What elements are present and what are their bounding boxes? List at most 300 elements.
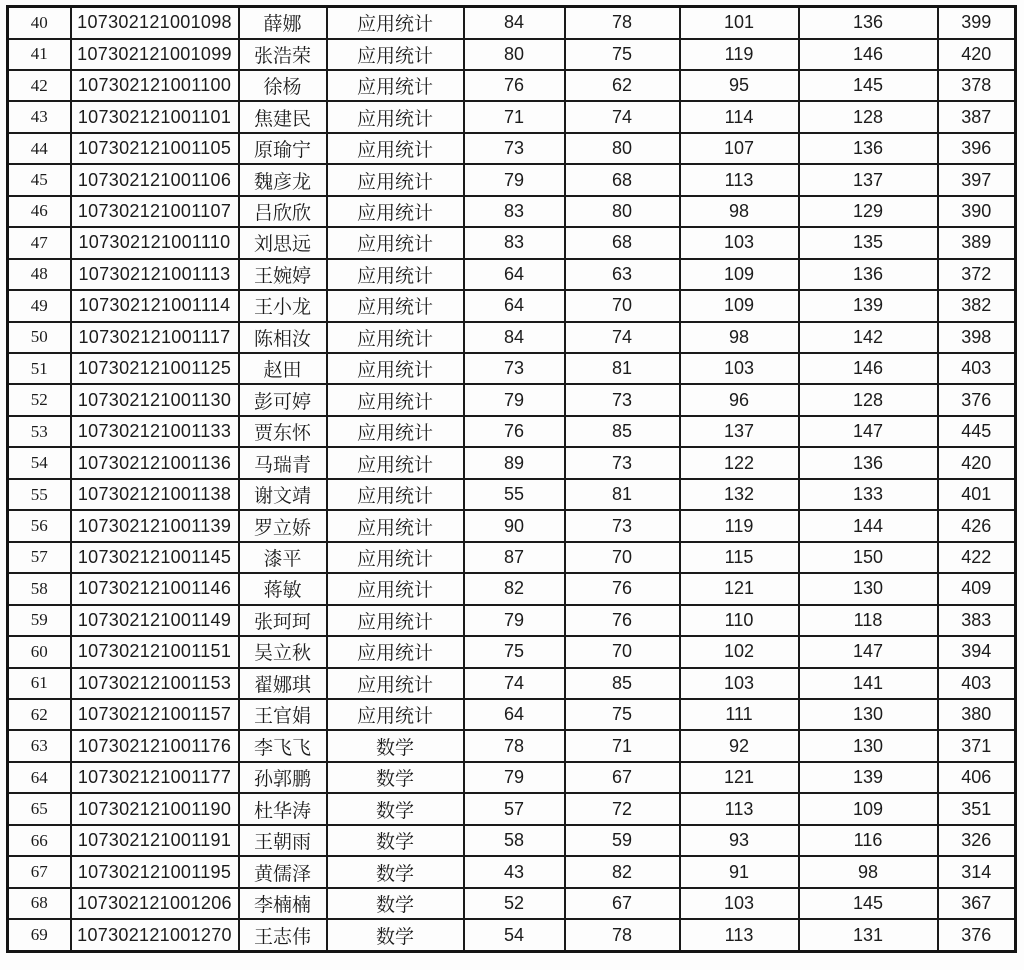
cell-score-3: 115 xyxy=(680,542,799,573)
table-row xyxy=(8,668,1016,699)
table-row xyxy=(8,510,1016,541)
cell-candidate-id: 107302121001114 xyxy=(71,290,239,321)
cell-score-4: 139 xyxy=(799,762,938,793)
cell-major: 数学 xyxy=(327,730,464,761)
cell-total-score: 383 xyxy=(938,605,1016,636)
table-row xyxy=(8,322,1016,353)
cell-name: 陈相汝 xyxy=(239,322,327,353)
cell-name: 徐杨 xyxy=(239,70,327,101)
cell-total-score: 382 xyxy=(938,290,1016,321)
cell-name: 赵田 xyxy=(239,353,327,384)
cell-score-3: 119 xyxy=(680,510,799,541)
cell-seq: 47 xyxy=(8,227,71,258)
cell-candidate-id: 107302121001098 xyxy=(71,7,239,39)
cell-total-score: 387 xyxy=(938,101,1016,132)
cell-score-3: 113 xyxy=(680,793,799,824)
cell-score-2: 63 xyxy=(565,259,680,290)
cell-name: 李楠楠 xyxy=(239,888,327,919)
cell-score-3: 93 xyxy=(680,825,799,856)
cell-score-1: 89 xyxy=(464,447,565,478)
cell-score-1: 82 xyxy=(464,573,565,604)
cell-score-1: 64 xyxy=(464,699,565,730)
cell-score-4: 142 xyxy=(799,322,938,353)
cell-score-2: 78 xyxy=(565,7,680,39)
cell-score-4: 130 xyxy=(799,699,938,730)
cell-total-score: 398 xyxy=(938,322,1016,353)
cell-score-1: 52 xyxy=(464,888,565,919)
cell-major: 应用统计 xyxy=(327,101,464,132)
table-row xyxy=(8,542,1016,573)
cell-score-1: 80 xyxy=(464,39,565,70)
cell-score-3: 121 xyxy=(680,762,799,793)
table-row xyxy=(8,416,1016,447)
cell-score-3: 113 xyxy=(680,164,799,195)
cell-major: 应用统计 xyxy=(327,196,464,227)
cell-candidate-id: 107302121001100 xyxy=(71,70,239,101)
cell-score-1: 76 xyxy=(464,70,565,101)
cell-seq: 60 xyxy=(8,636,71,667)
cell-name: 罗立娇 xyxy=(239,510,327,541)
cell-candidate-id: 107302121001136 xyxy=(71,447,239,478)
cell-total-score: 376 xyxy=(938,919,1016,951)
cell-candidate-id: 107302121001110 xyxy=(71,227,239,258)
cell-score-4: 144 xyxy=(799,510,938,541)
cell-score-4: 135 xyxy=(799,227,938,258)
cell-candidate-id: 107302121001139 xyxy=(71,510,239,541)
cell-score-2: 72 xyxy=(565,793,680,824)
cell-score-2: 80 xyxy=(565,196,680,227)
cell-score-1: 78 xyxy=(464,730,565,761)
cell-total-score: 409 xyxy=(938,573,1016,604)
cell-major: 应用统计 xyxy=(327,259,464,290)
cell-score-1: 90 xyxy=(464,510,565,541)
cell-major: 应用统计 xyxy=(327,7,464,39)
cell-score-4: 137 xyxy=(799,164,938,195)
cell-major: 应用统计 xyxy=(327,39,464,70)
cell-total-score: 394 xyxy=(938,636,1016,667)
cell-score-4: 128 xyxy=(799,384,938,415)
cell-major: 数学 xyxy=(327,762,464,793)
cell-score-4: 141 xyxy=(799,668,938,699)
cell-name: 孙郭鹏 xyxy=(239,762,327,793)
cell-candidate-id: 107302121001270 xyxy=(71,919,239,951)
cell-seq: 53 xyxy=(8,416,71,447)
cell-score-2: 70 xyxy=(565,290,680,321)
cell-score-3: 95 xyxy=(680,70,799,101)
table-row xyxy=(8,133,1016,164)
cell-score-2: 75 xyxy=(565,699,680,730)
cell-name: 焦建民 xyxy=(239,101,327,132)
cell-name: 王朝雨 xyxy=(239,825,327,856)
cell-score-2: 70 xyxy=(565,542,680,573)
cell-major: 应用统计 xyxy=(327,573,464,604)
cell-candidate-id: 107302121001149 xyxy=(71,605,239,636)
cell-score-2: 85 xyxy=(565,668,680,699)
cell-score-2: 82 xyxy=(565,856,680,887)
table-row xyxy=(8,479,1016,510)
cell-candidate-id: 107302121001190 xyxy=(71,793,239,824)
table-row xyxy=(8,605,1016,636)
cell-score-3: 119 xyxy=(680,39,799,70)
cell-seq: 57 xyxy=(8,542,71,573)
cell-seq: 64 xyxy=(8,762,71,793)
table-row xyxy=(8,730,1016,761)
cell-score-3: 103 xyxy=(680,227,799,258)
cell-name: 吕欣欣 xyxy=(239,196,327,227)
cell-score-4: 129 xyxy=(799,196,938,227)
cell-score-4: 136 xyxy=(799,133,938,164)
cell-name: 吴立秋 xyxy=(239,636,327,667)
cell-score-4: 109 xyxy=(799,793,938,824)
cell-major: 应用统计 xyxy=(327,290,464,321)
cell-seq: 61 xyxy=(8,668,71,699)
table-row xyxy=(8,825,1016,856)
cell-score-3: 92 xyxy=(680,730,799,761)
cell-major: 应用统计 xyxy=(327,605,464,636)
cell-candidate-id: 107302121001177 xyxy=(71,762,239,793)
cell-score-1: 58 xyxy=(464,825,565,856)
cell-total-score: 390 xyxy=(938,196,1016,227)
cell-score-4: 136 xyxy=(799,7,938,39)
cell-score-2: 73 xyxy=(565,447,680,478)
cell-total-score: 372 xyxy=(938,259,1016,290)
cell-score-3: 96 xyxy=(680,384,799,415)
cell-seq: 55 xyxy=(8,479,71,510)
cell-total-score: 351 xyxy=(938,793,1016,824)
cell-score-3: 109 xyxy=(680,259,799,290)
cell-score-4: 139 xyxy=(799,290,938,321)
cell-score-4: 128 xyxy=(799,101,938,132)
cell-score-4: 133 xyxy=(799,479,938,510)
cell-name: 贾东怀 xyxy=(239,416,327,447)
cell-score-2: 73 xyxy=(565,384,680,415)
cell-seq: 49 xyxy=(8,290,71,321)
cell-seq: 54 xyxy=(8,447,71,478)
cell-total-score: 406 xyxy=(938,762,1016,793)
table-row xyxy=(8,164,1016,195)
cell-score-2: 71 xyxy=(565,730,680,761)
cell-score-2: 74 xyxy=(565,101,680,132)
cell-candidate-id: 107302121001106 xyxy=(71,164,239,195)
cell-seq: 41 xyxy=(8,39,71,70)
cell-score-1: 71 xyxy=(464,101,565,132)
cell-seq: 63 xyxy=(8,730,71,761)
cell-score-4: 150 xyxy=(799,542,938,573)
table-row xyxy=(8,353,1016,384)
cell-name: 马瑞青 xyxy=(239,447,327,478)
cell-score-3: 102 xyxy=(680,636,799,667)
table-row xyxy=(8,636,1016,667)
cell-seq: 56 xyxy=(8,510,71,541)
cell-score-1: 79 xyxy=(464,384,565,415)
table-row xyxy=(8,699,1016,730)
cell-score-1: 55 xyxy=(464,479,565,510)
cell-score-4: 147 xyxy=(799,416,938,447)
cell-name: 魏彦龙 xyxy=(239,164,327,195)
cell-candidate-id: 107302121001151 xyxy=(71,636,239,667)
cell-major: 数学 xyxy=(327,793,464,824)
cell-candidate-id: 107302121001133 xyxy=(71,416,239,447)
cell-score-2: 73 xyxy=(565,510,680,541)
cell-total-score: 367 xyxy=(938,888,1016,919)
cell-score-2: 80 xyxy=(565,133,680,164)
cell-score-1: 57 xyxy=(464,793,565,824)
table-row xyxy=(8,919,1016,951)
cell-score-4: 131 xyxy=(799,919,938,951)
cell-name: 王小龙 xyxy=(239,290,327,321)
table-row xyxy=(8,290,1016,321)
cell-score-1: 73 xyxy=(464,353,565,384)
cell-candidate-id: 107302121001105 xyxy=(71,133,239,164)
cell-total-score: 403 xyxy=(938,668,1016,699)
cell-score-2: 67 xyxy=(565,888,680,919)
table-row xyxy=(8,762,1016,793)
table-row xyxy=(8,7,1016,39)
cell-major: 应用统计 xyxy=(327,447,464,478)
table-row xyxy=(8,888,1016,919)
cell-candidate-id: 107302121001125 xyxy=(71,353,239,384)
cell-candidate-id: 107302121001107 xyxy=(71,196,239,227)
cell-score-4: 136 xyxy=(799,259,938,290)
cell-total-score: 401 xyxy=(938,479,1016,510)
cell-total-score: 389 xyxy=(938,227,1016,258)
cell-major: 数学 xyxy=(327,888,464,919)
table-row xyxy=(8,196,1016,227)
cell-score-4: 116 xyxy=(799,825,938,856)
cell-name: 张浩荣 xyxy=(239,39,327,70)
cell-seq: 68 xyxy=(8,888,71,919)
table-row xyxy=(8,384,1016,415)
cell-seq: 52 xyxy=(8,384,71,415)
cell-score-1: 75 xyxy=(464,636,565,667)
cell-total-score: 314 xyxy=(938,856,1016,887)
table-row xyxy=(8,101,1016,132)
cell-major: 应用统计 xyxy=(327,510,464,541)
cell-score-2: 76 xyxy=(565,605,680,636)
cell-score-1: 54 xyxy=(464,919,565,951)
cell-score-4: 136 xyxy=(799,447,938,478)
cell-candidate-id: 107302121001130 xyxy=(71,384,239,415)
cell-total-score: 376 xyxy=(938,384,1016,415)
cell-major: 应用统计 xyxy=(327,70,464,101)
cell-score-3: 98 xyxy=(680,322,799,353)
cell-total-score: 326 xyxy=(938,825,1016,856)
cell-total-score: 420 xyxy=(938,39,1016,70)
score-table-body xyxy=(8,7,1016,952)
cell-seq: 51 xyxy=(8,353,71,384)
cell-score-3: 113 xyxy=(680,919,799,951)
cell-score-2: 62 xyxy=(565,70,680,101)
cell-total-score: 403 xyxy=(938,353,1016,384)
cell-seq: 40 xyxy=(8,7,71,39)
cell-score-2: 75 xyxy=(565,39,680,70)
cell-score-1: 87 xyxy=(464,542,565,573)
cell-candidate-id: 107302121001157 xyxy=(71,699,239,730)
cell-score-1: 84 xyxy=(464,7,565,39)
cell-major: 数学 xyxy=(327,856,464,887)
cell-total-score: 445 xyxy=(938,416,1016,447)
table-row xyxy=(8,793,1016,824)
cell-score-3: 101 xyxy=(680,7,799,39)
cell-name: 杜华涛 xyxy=(239,793,327,824)
cell-score-1: 83 xyxy=(464,196,565,227)
cell-name: 蒋敏 xyxy=(239,573,327,604)
table-row xyxy=(8,70,1016,101)
table-row xyxy=(8,856,1016,887)
cell-score-4: 146 xyxy=(799,39,938,70)
cell-name: 王官娟 xyxy=(239,699,327,730)
cell-score-1: 84 xyxy=(464,322,565,353)
cell-score-1: 79 xyxy=(464,762,565,793)
cell-seq: 44 xyxy=(8,133,71,164)
cell-score-2: 81 xyxy=(565,353,680,384)
cell-score-2: 78 xyxy=(565,919,680,951)
cell-major: 应用统计 xyxy=(327,164,464,195)
cell-score-1: 43 xyxy=(464,856,565,887)
cell-score-1: 76 xyxy=(464,416,565,447)
cell-score-3: 103 xyxy=(680,353,799,384)
cell-total-score: 426 xyxy=(938,510,1016,541)
cell-name: 谢文靖 xyxy=(239,479,327,510)
cell-seq: 62 xyxy=(8,699,71,730)
cell-score-4: 130 xyxy=(799,730,938,761)
cell-name: 张珂珂 xyxy=(239,605,327,636)
cell-name: 翟娜琪 xyxy=(239,668,327,699)
cell-score-4: 145 xyxy=(799,70,938,101)
cell-name: 漆平 xyxy=(239,542,327,573)
cell-score-1: 64 xyxy=(464,290,565,321)
cell-name: 李飞飞 xyxy=(239,730,327,761)
cell-score-3: 137 xyxy=(680,416,799,447)
cell-score-2: 74 xyxy=(565,322,680,353)
table-row xyxy=(8,573,1016,604)
cell-score-3: 110 xyxy=(680,605,799,636)
cell-total-score: 378 xyxy=(938,70,1016,101)
cell-score-4: 146 xyxy=(799,353,938,384)
cell-score-3: 103 xyxy=(680,668,799,699)
cell-score-3: 107 xyxy=(680,133,799,164)
cell-candidate-id: 107302121001113 xyxy=(71,259,239,290)
cell-major: 应用统计 xyxy=(327,636,464,667)
cell-major: 应用统计 xyxy=(327,384,464,415)
cell-seq: 45 xyxy=(8,164,71,195)
cell-score-1: 83 xyxy=(464,227,565,258)
cell-score-1: 74 xyxy=(464,668,565,699)
cell-score-2: 59 xyxy=(565,825,680,856)
cell-major: 应用统计 xyxy=(327,542,464,573)
cell-total-score: 422 xyxy=(938,542,1016,573)
cell-major: 应用统计 xyxy=(327,668,464,699)
cell-candidate-id: 107302121001153 xyxy=(71,668,239,699)
table-row xyxy=(8,227,1016,258)
cell-candidate-id: 107302121001138 xyxy=(71,479,239,510)
cell-candidate-id: 107302121001191 xyxy=(71,825,239,856)
table-row xyxy=(8,39,1016,70)
cell-major: 数学 xyxy=(327,919,464,951)
cell-seq: 42 xyxy=(8,70,71,101)
cell-score-4: 145 xyxy=(799,888,938,919)
document-page xyxy=(6,5,1014,953)
cell-score-3: 109 xyxy=(680,290,799,321)
cell-major: 数学 xyxy=(327,825,464,856)
cell-score-4: 118 xyxy=(799,605,938,636)
cell-total-score: 420 xyxy=(938,447,1016,478)
cell-candidate-id: 107302121001206 xyxy=(71,888,239,919)
cell-seq: 50 xyxy=(8,322,71,353)
cell-major: 应用统计 xyxy=(327,416,464,447)
cell-name: 原瑜宁 xyxy=(239,133,327,164)
cell-major: 应用统计 xyxy=(327,699,464,730)
cell-seq: 46 xyxy=(8,196,71,227)
cell-major: 应用统计 xyxy=(327,353,464,384)
cell-total-score: 396 xyxy=(938,133,1016,164)
cell-score-4: 147 xyxy=(799,636,938,667)
cell-candidate-id: 107302121001101 xyxy=(71,101,239,132)
cell-score-2: 85 xyxy=(565,416,680,447)
cell-seq: 67 xyxy=(8,856,71,887)
cell-score-1: 79 xyxy=(464,605,565,636)
cell-score-3: 98 xyxy=(680,196,799,227)
cell-name: 王婉婷 xyxy=(239,259,327,290)
cell-score-4: 98 xyxy=(799,856,938,887)
cell-score-2: 81 xyxy=(565,479,680,510)
cell-score-3: 114 xyxy=(680,101,799,132)
cell-name: 彭可婷 xyxy=(239,384,327,415)
cell-candidate-id: 107302121001146 xyxy=(71,573,239,604)
cell-total-score: 371 xyxy=(938,730,1016,761)
cell-total-score: 397 xyxy=(938,164,1016,195)
cell-score-2: 76 xyxy=(565,573,680,604)
cell-seq: 69 xyxy=(8,919,71,951)
cell-major: 应用统计 xyxy=(327,322,464,353)
cell-score-3: 103 xyxy=(680,888,799,919)
cell-total-score: 380 xyxy=(938,699,1016,730)
cell-name: 黄儒泽 xyxy=(239,856,327,887)
cell-score-1: 73 xyxy=(464,133,565,164)
cell-score-3: 122 xyxy=(680,447,799,478)
cell-name: 薛娜 xyxy=(239,7,327,39)
cell-seq: 48 xyxy=(8,259,71,290)
cell-score-4: 130 xyxy=(799,573,938,604)
cell-seq: 58 xyxy=(8,573,71,604)
cell-name: 刘思远 xyxy=(239,227,327,258)
cell-score-2: 68 xyxy=(565,227,680,258)
score-table xyxy=(6,5,1017,953)
cell-score-2: 68 xyxy=(565,164,680,195)
cell-score-3: 121 xyxy=(680,573,799,604)
cell-candidate-id: 107302121001099 xyxy=(71,39,239,70)
cell-score-1: 79 xyxy=(464,164,565,195)
cell-major: 应用统计 xyxy=(327,227,464,258)
cell-candidate-id: 107302121001176 xyxy=(71,730,239,761)
cell-score-3: 132 xyxy=(680,479,799,510)
cell-candidate-id: 107302121001117 xyxy=(71,322,239,353)
cell-candidate-id: 107302121001195 xyxy=(71,856,239,887)
cell-score-3: 111 xyxy=(680,699,799,730)
cell-seq: 66 xyxy=(8,825,71,856)
cell-total-score: 399 xyxy=(938,7,1016,39)
cell-major: 应用统计 xyxy=(327,133,464,164)
table-row xyxy=(8,447,1016,478)
cell-score-3: 91 xyxy=(680,856,799,887)
cell-name: 王志伟 xyxy=(239,919,327,951)
cell-score-2: 70 xyxy=(565,636,680,667)
cell-seq: 43 xyxy=(8,101,71,132)
table-row xyxy=(8,259,1016,290)
cell-major: 应用统计 xyxy=(327,479,464,510)
cell-seq: 59 xyxy=(8,605,71,636)
cell-seq: 65 xyxy=(8,793,71,824)
